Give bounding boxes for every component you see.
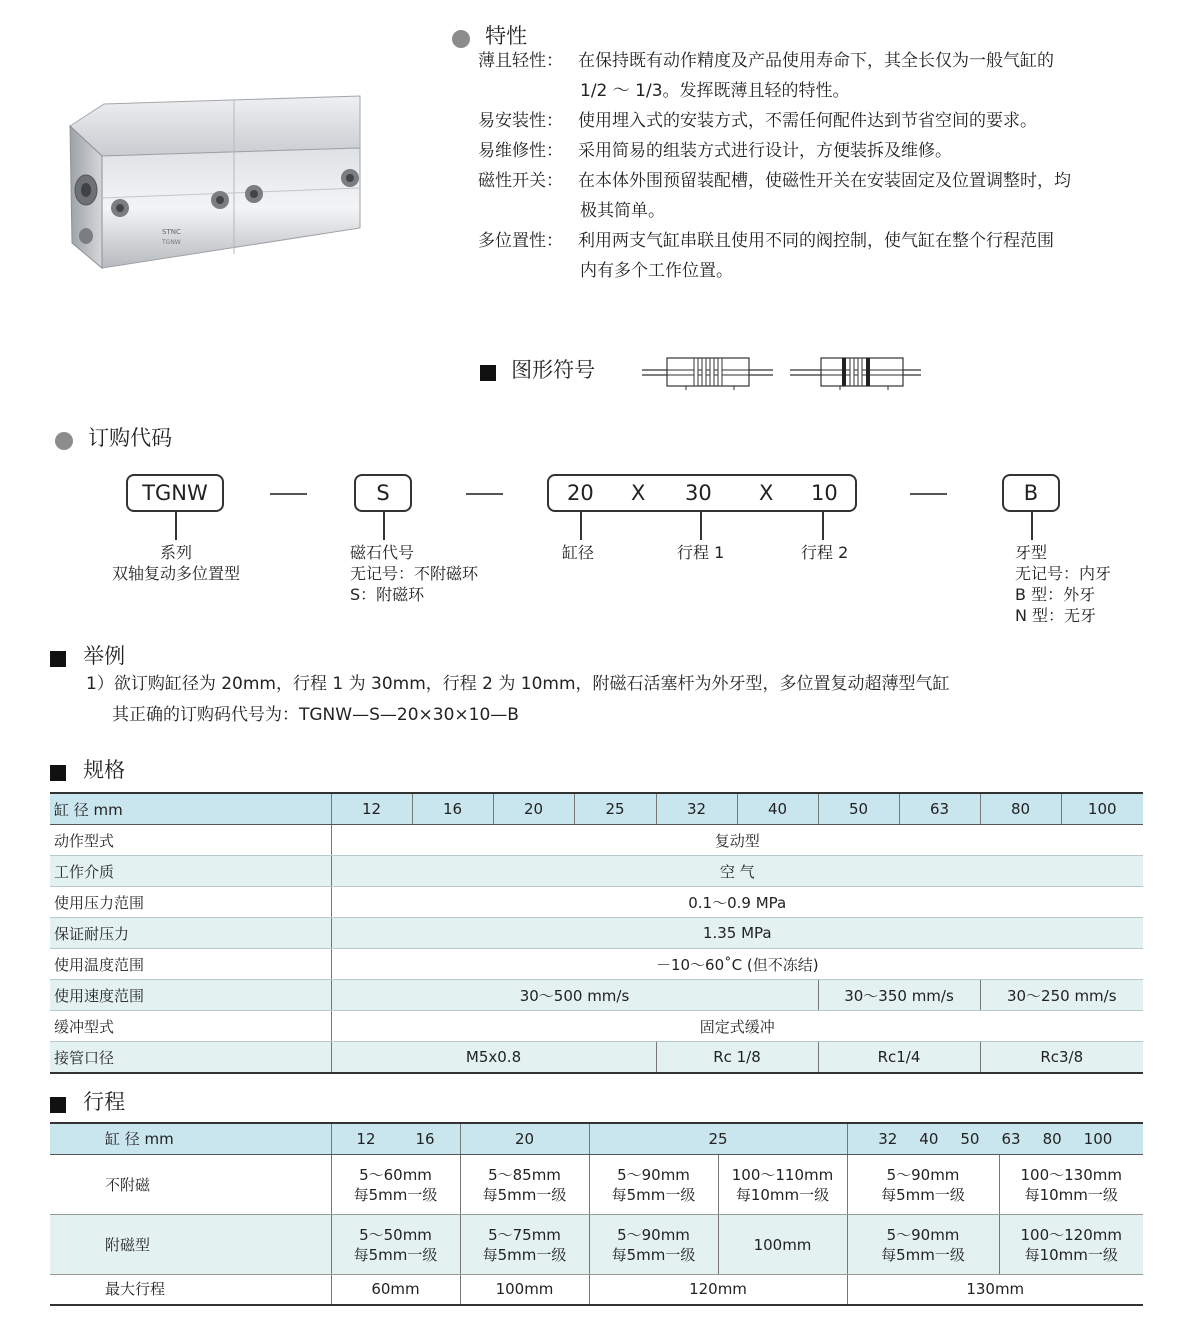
feature-key: 易维修性：	[478, 141, 563, 161]
features-title: 特性	[485, 24, 528, 48]
connector-line	[580, 512, 582, 540]
spec-heading	[50, 754, 125, 784]
stroke-head-label: 缸 径 mm	[50, 1123, 331, 1155]
code-dash	[270, 493, 307, 495]
bore-cell: 32	[656, 793, 737, 825]
table-row	[50, 1215, 1143, 1275]
bore-cell: 80	[980, 793, 1061, 825]
row-value: 30～350 mm/s	[818, 980, 980, 1011]
table-row	[50, 1155, 1143, 1215]
stroke-cell: 100～130mm 每10mm一级	[999, 1155, 1143, 1215]
stroke-cell: 100～110mm 每10mm一级	[718, 1155, 847, 1215]
feature-item	[478, 106, 1037, 136]
code-x: X	[631, 481, 646, 505]
stroke-cell: 5～90mm 每5mm一级	[847, 1155, 999, 1215]
feature-item	[478, 46, 1054, 76]
brand-label: STNC	[162, 228, 181, 236]
example-heading	[50, 640, 125, 670]
row-value: 0.1～0.9 MPa	[331, 887, 1143, 918]
stroke-cell: 5～90mm 每5mm一级	[847, 1215, 999, 1275]
product-image	[62, 78, 374, 276]
row-label: 不附磁	[50, 1155, 331, 1215]
stroke-cell: 100mm	[718, 1215, 847, 1275]
connector-line	[700, 512, 702, 540]
row-label: 最大行程	[50, 1275, 331, 1305]
row-value: 30～250 mm/s	[980, 980, 1143, 1011]
label-bore: 缸径	[562, 543, 595, 562]
label-stroke2: 行程 2	[801, 543, 849, 562]
stroke-cell: 5～75mm 每5mm一级	[460, 1215, 589, 1275]
bore-cell: 20	[493, 793, 574, 825]
connector-line	[822, 512, 824, 540]
max-cell: 60mm	[331, 1275, 460, 1305]
row-label: 工作介质	[50, 856, 331, 887]
row-value: －10～60˚C (但不冻结)	[331, 949, 1143, 980]
table-row	[50, 825, 1143, 856]
feature-item	[478, 226, 1054, 256]
row-label: 使用压力范围	[50, 887, 331, 918]
symbol-title: 图形符号	[511, 358, 596, 382]
feature-item	[478, 136, 952, 166]
row-value: Rc1/4	[818, 1042, 980, 1074]
bore-cell: 100	[1061, 793, 1143, 825]
stroke-heading	[50, 1086, 125, 1116]
spec-head-label: 缸 径 mm	[50, 793, 331, 825]
row-value: 1.35 MPa	[331, 918, 1143, 949]
row-value: 固定式缓冲	[331, 1011, 1143, 1042]
code-box-series: TGNW	[126, 474, 224, 512]
row-value: Rc 1/8	[656, 1042, 818, 1074]
bore-group: 32 40 50 63 80 100	[847, 1123, 1143, 1155]
bore-group: 25	[589, 1123, 847, 1155]
example-line2: 其正确的订购码代号为：TGNW—S—20×30×10—B	[112, 705, 519, 725]
row-label: 附磁型	[50, 1215, 331, 1275]
bore-cell: 25	[574, 793, 656, 825]
spec-table	[50, 792, 1143, 1074]
code-box-magnet: S	[354, 474, 412, 512]
cylinder-symbol-plain	[640, 352, 775, 396]
max-cell: 120mm	[589, 1275, 847, 1305]
row-value: Rc3/8	[980, 1042, 1143, 1074]
feature-key: 薄且轻性：	[478, 51, 563, 71]
table-row	[50, 856, 1143, 887]
circle-bullet-icon	[55, 432, 73, 450]
square-bullet-icon	[50, 651, 66, 667]
order-heading	[55, 422, 172, 452]
max-cell: 100mm	[460, 1275, 589, 1305]
label-thread: 牙型 无记号：内牙 B 型：外牙 N 型：无牙	[1015, 543, 1112, 625]
feature-text: 在保持既有动作精度及产品使用寿命下，其全长仅为一般气缸的	[578, 51, 1054, 71]
stroke-cell: 100～120mm 每10mm一级	[999, 1215, 1143, 1275]
code-x: X	[759, 481, 774, 505]
order-title: 订购代码	[88, 426, 173, 450]
code-dash	[910, 493, 947, 495]
max-cell: 130mm	[966, 1280, 1025, 1299]
table-row	[50, 1011, 1143, 1042]
code-stroke2: 10	[811, 481, 838, 505]
table-row	[50, 918, 1143, 949]
square-bullet-icon	[50, 765, 66, 781]
row-value: 30～500 mm/s	[331, 980, 818, 1011]
table-row	[50, 980, 1143, 1011]
spec-title: 规格	[83, 758, 126, 782]
connector-line	[1031, 512, 1033, 540]
stroke-cell: 5～50mm 每5mm一级	[331, 1215, 460, 1275]
feature-text: 在本体外围预留装配槽，使磁性开关在安装固定及位置调整时，均	[578, 171, 1071, 191]
bore-group: 20	[460, 1123, 589, 1155]
row-value: 复动型	[331, 825, 1143, 856]
square-bullet-icon	[480, 365, 496, 381]
feature-text-cont: 1/2 ～ 1/3。发挥既薄且轻的特性。	[580, 81, 850, 101]
table-row	[50, 1042, 1143, 1074]
stroke-title: 行程	[83, 1090, 126, 1114]
bore-cell: 63	[899, 793, 980, 825]
table-row	[50, 1123, 1143, 1155]
bore-cell: 50	[818, 793, 899, 825]
row-value: 空 气	[331, 856, 1143, 887]
bore-cell: 40	[737, 793, 818, 825]
bore-cell: 12	[331, 793, 412, 825]
feature-text: 采用简易的组装方式进行设计，方便装拆及维修。	[578, 141, 952, 161]
code-box-dimensions	[547, 474, 857, 512]
table-row	[50, 887, 1143, 918]
example-line1: 1）欲订购缸径为 20mm，行程 1 为 30mm，行程 2 为 10mm，附磁石活塞杆为外牙型，多位置复动超薄型气缸	[86, 674, 950, 694]
feature-item	[478, 166, 1071, 196]
feature-text: 利用两支气缸串联且使用不同的阀控制，使气缸在整个行程范围	[578, 231, 1054, 251]
stroke-cell: 5～90mm 每5mm一级	[589, 1155, 718, 1215]
bore-cell: 16	[412, 793, 493, 825]
feature-key: 多位置性：	[478, 231, 563, 251]
square-bullet-icon	[50, 1097, 66, 1113]
cylinder-symbol-magnetic	[788, 352, 923, 396]
feature-key: 磁性开关：	[478, 171, 563, 191]
label-series: 系列 双轴复动多位置型	[111, 543, 240, 583]
model-label: TGNW	[162, 239, 181, 246]
row-label: 保证耐压力	[50, 918, 331, 949]
label-magnet: 磁石代号 无记号：不附磁环 S：附磁环	[350, 543, 479, 604]
symbol-heading	[480, 354, 595, 384]
code-dash	[466, 493, 503, 495]
table-row	[50, 1275, 1143, 1305]
feature-text-cont: 内有多个工作位置。	[580, 261, 733, 281]
table-row	[50, 793, 1143, 825]
stroke-table	[50, 1122, 1143, 1306]
stroke-cell: 5～60mm 每5mm一级	[331, 1155, 460, 1215]
code-box-thread: B	[1002, 474, 1060, 512]
row-label: 使用速度范围	[50, 980, 331, 1011]
connector-line	[383, 512, 385, 540]
bore-group: 12 16	[331, 1123, 460, 1155]
row-label: 缓冲型式	[50, 1011, 331, 1042]
feature-text-cont: 极其简单。	[580, 201, 665, 221]
row-label: 接管口径	[50, 1042, 331, 1074]
table-row	[50, 949, 1143, 980]
label-stroke1: 行程 1	[677, 543, 725, 562]
feature-text: 使用埋入式的安装方式，不需任何配件达到节省空间的要求。	[578, 111, 1037, 131]
example-title: 举例	[83, 644, 126, 668]
row-value: M5x0.8	[331, 1042, 656, 1074]
code-bore: 20	[567, 481, 594, 505]
stroke-cell: 5～90mm 每5mm一级	[589, 1215, 718, 1275]
connector-line	[175, 512, 177, 540]
feature-key: 易安装性：	[478, 111, 563, 131]
circle-bullet-icon	[452, 30, 470, 48]
stroke-cell: 5～85mm 每5mm一级	[460, 1155, 589, 1215]
code-stroke1: 30	[685, 481, 712, 505]
row-label: 动作型式	[50, 825, 331, 856]
row-label: 使用温度范围	[50, 949, 331, 980]
